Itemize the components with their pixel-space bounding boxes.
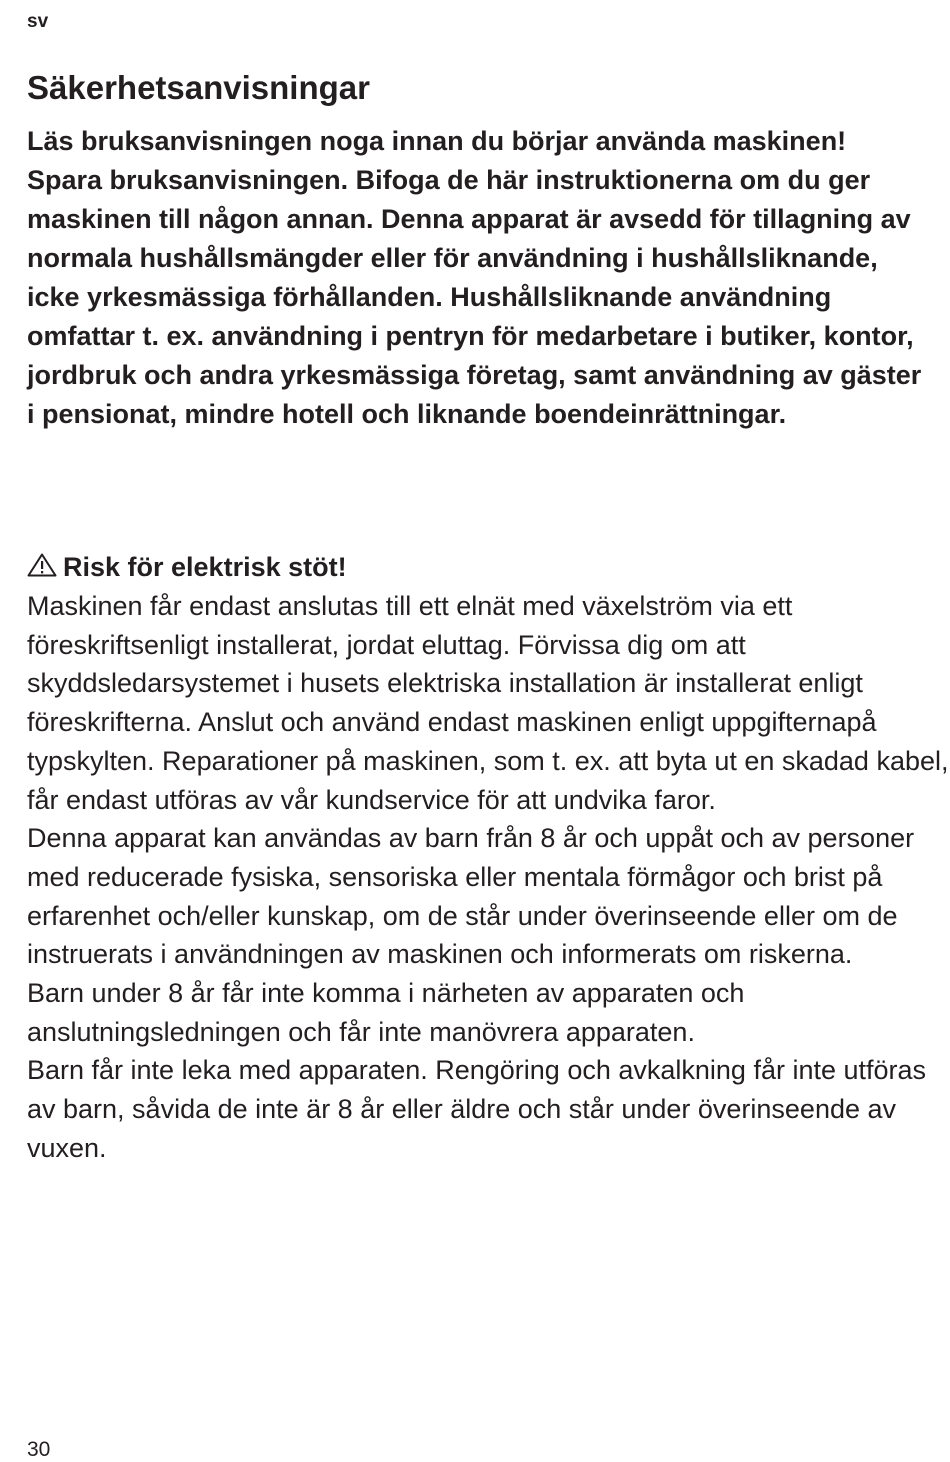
warning-triangle-icon bbox=[27, 549, 57, 573]
language-code: sv bbox=[27, 11, 49, 32]
section-title: Säkerhetsanvisningar bbox=[27, 69, 370, 106]
warning-paragraph-children-under-8: Barn under 8 år får inte komma i närheten av apparaten och anslutningsledningen och får inte manövrera apparaten. bbox=[27, 978, 745, 1047]
warning-heading-text: Risk för elektrisk stöt! bbox=[63, 552, 347, 582]
warning-heading bbox=[27, 548, 347, 587]
warning-body bbox=[27, 587, 950, 1168]
page-number: 30 bbox=[27, 1438, 51, 1461]
intro-paragraph: Läs bruksanvisningen noga innan du börjar använda maskinen! Spara bruksanvisningen. Bifoga de här instruktionerna om du ger maskinen till någon annan. Denna apparat är avsedd för tillagning av normala hushållsmängder eller för användning i hushållsliknande, icke yrkesmässiga förhållanden. Hushållsliknande användning omfattar t. ex. användning i pentryn för medarbetare i butiker, kontor, jordbruk och andra yrkesmässiga företag, samt användning av gäster i pensionat, mindre hotell och liknande boendeinrättningar. bbox=[27, 126, 922, 429]
warning-paragraph-children-use: Denna apparat kan användas av barn från 8 år och uppåt och av personer med reducerade fysiska, sensoriska eller mentala förmågor och brist på erfarenhet och/eller kunskap, om de står under överinseende eller om de instruerats i användningen av maskinen och informerats om riskerna. bbox=[27, 823, 915, 970]
warning-paragraph-electrical: Maskinen får endast anslutas till ett elnät med växelström via ett föreskriftsenligt installerat, jordat eluttag. Förvissa dig om att skyddsledarsystemet i husets elektriska installation är installerat enligt föreskrifterna. Anslut och använd endast maskinen enligt uppgifternapå typskylten. Reparationer på maskinen, som t. ex. att byta ut en skadad kabel, får endast utföras av vår kundservice för att undvika faror. bbox=[27, 591, 949, 815]
warning-paragraph-children-play: Barn får inte leka med apparaten. Rengöring och avkalkning får inte utföras av barn, såvida de inte är 8 år eller äldre och står under överinseende av vuxen. bbox=[27, 1055, 927, 1163]
